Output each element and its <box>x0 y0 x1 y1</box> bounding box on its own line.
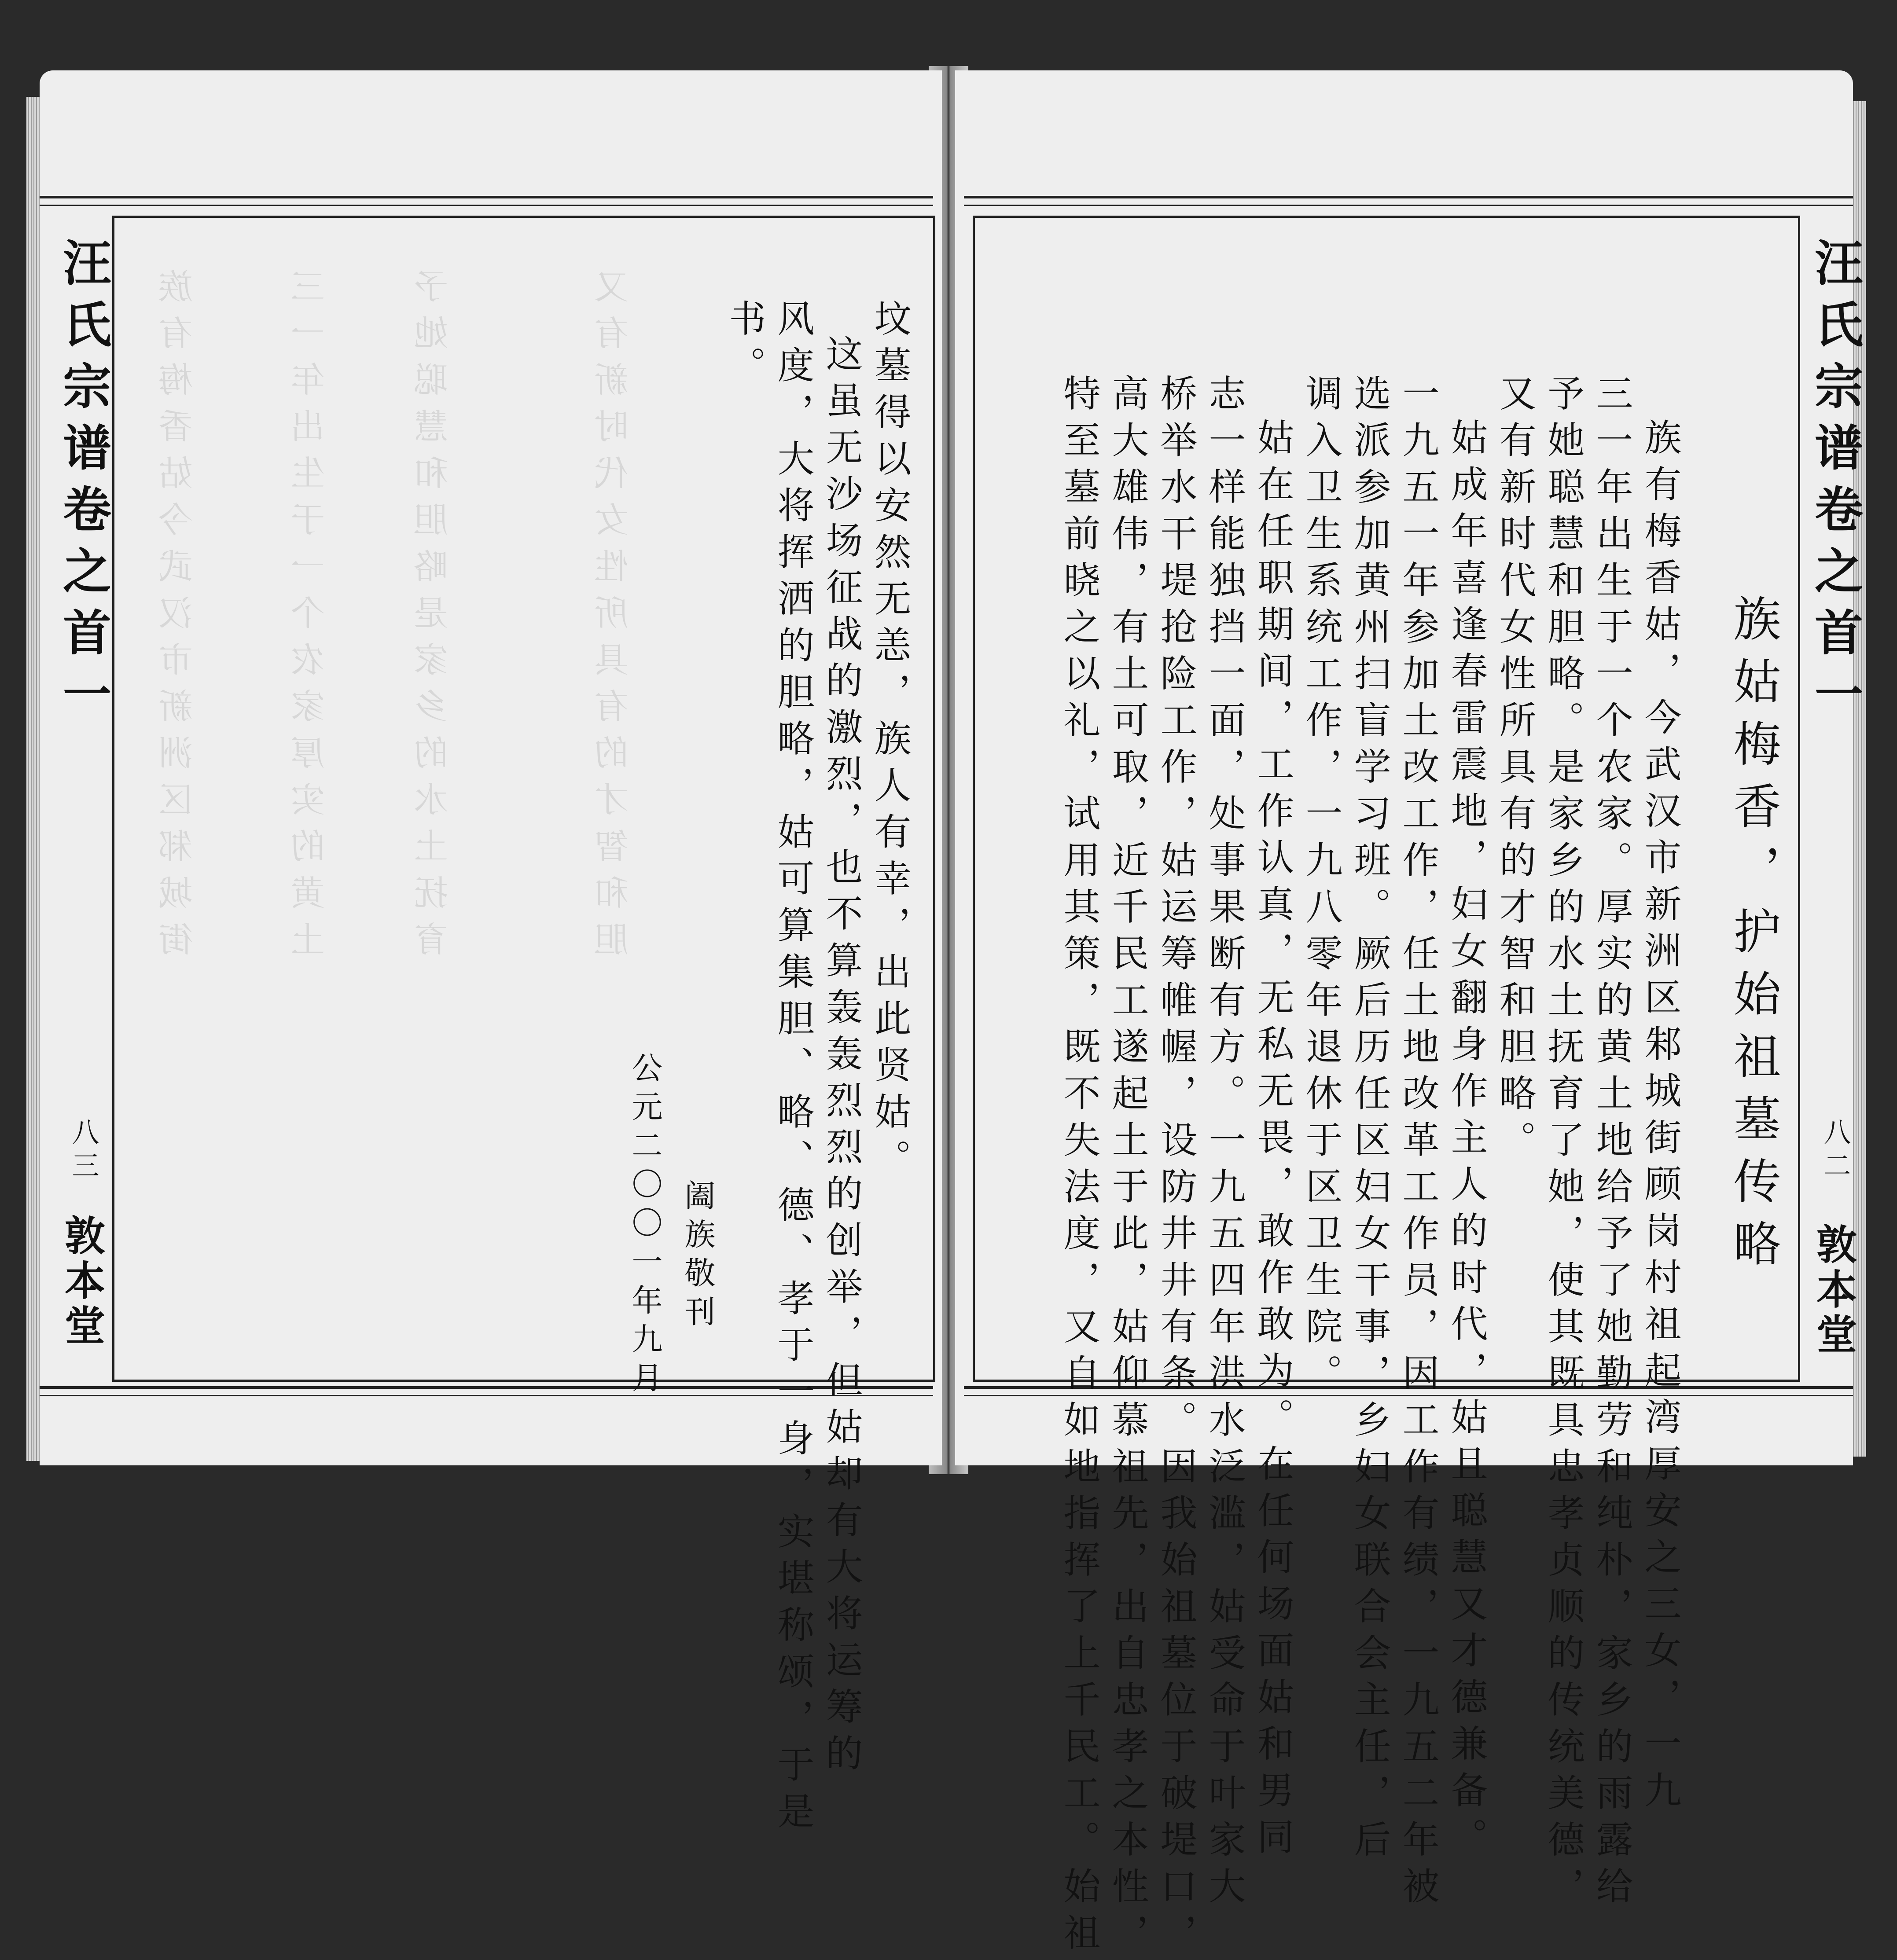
article-title: 族姑梅香，护始祖墓传略 <box>1725 594 1780 1281</box>
text-column: 书。 <box>723 299 766 393</box>
bleed-through-text: 予她聪慧和胆略是家乡的水土抚育 <box>414 268 454 968</box>
text-column: 姑在任职期间，工作认真，无私无畏，敢作敢为。在任何场面姑和男同 <box>1251 418 1294 1864</box>
text-column: 特至墓前晓之以礼，试用其策，既不失法度，又自如地指挥了上千民工。始祖 <box>1058 374 1101 1960</box>
page-number: 八二 <box>1819 1118 1851 1185</box>
top-rule <box>40 196 933 206</box>
signature-author: 阖族敬刊 <box>680 1179 716 1334</box>
bleed-through-text: 又有新时代女性所具有的才智和胆 <box>595 268 634 968</box>
text-column: 这虽无沙场征战的激烈，也不算轰轰烈烈的创举，但姑却有大将运筹的 <box>820 334 863 1780</box>
sidebar-title: 汪氏宗谱卷之首一 <box>55 238 112 730</box>
text-column: 族有梅香姑，今武汉市新洲区邾城街顾岗村祖起湾厚安之三女，一九 <box>1639 418 1682 1817</box>
signature-date: 公元二〇〇一年九月 <box>627 1052 663 1400</box>
sidebar-title: 汪氏宗谱卷之首一 <box>1807 238 1864 730</box>
text-column: 风度，大将挥洒的胆略，姑可算集胆、略、德、孝于一身，实堪称颂，于是 <box>772 299 815 1839</box>
text-column: 调入卫生系统工作，一九八零年退休于区卫生院。 <box>1300 374 1343 1400</box>
text-column: 坟墓得以安然无恙，族人有幸，出此贤姑。 <box>868 299 912 1186</box>
text-column: 姑成年喜逢春雷震地，妇女翻身作主人的时代，姑且聪慧又才德兼备。 <box>1445 418 1488 1864</box>
bleed-through-text: 族有梅香姑今武汉市新洲区邾城街 <box>159 268 199 968</box>
studio-name: 敦本堂 <box>58 1215 106 1349</box>
text-column: 桥举水干堤抢险工作，姑运筹帷幄，设防井井有条。因我始祖墓位于破堤口， <box>1154 374 1198 1960</box>
text-column: 又有新时代女性所具有的才智和胆略。 <box>1493 374 1537 1167</box>
text-column: 选派参加黄州扫盲学习班。厥后历任区妇女干事，乡妇女联合会主任，后 <box>1348 374 1391 1867</box>
right-page <box>955 70 1864 1960</box>
text-column: 志一样能独挡一面，处事果断有方。一九五四年洪水泛滥，姑受命于叶家大 <box>1203 374 1246 1913</box>
top-rule <box>964 196 1853 206</box>
studio-name: 敦本堂 <box>1810 1223 1857 1358</box>
text-column: 一九五一年参加土改工作，任土地改革工作员，因工作有绩，一九五二年被 <box>1397 374 1440 1913</box>
text-column: 高大雄伟，有土可取，近千民工遂起土于此，姑仰慕祖先，出自忠孝之本性， <box>1106 374 1149 1960</box>
page-number: 八三 <box>67 1118 99 1185</box>
text-column: 予她聪慧和胆略。是家乡的水土抚育了她，使其既具忠孝贞顺的传统美德， <box>1542 374 1585 1913</box>
text-column: 三一年出生于一个农家。厚实的黄土地给予了她勤劳和纯朴，家乡的雨露给 <box>1590 374 1633 1913</box>
bleed-through-text: 三一年出生于一个农家厚实的黄土 <box>291 268 331 968</box>
left-page <box>40 70 942 1839</box>
